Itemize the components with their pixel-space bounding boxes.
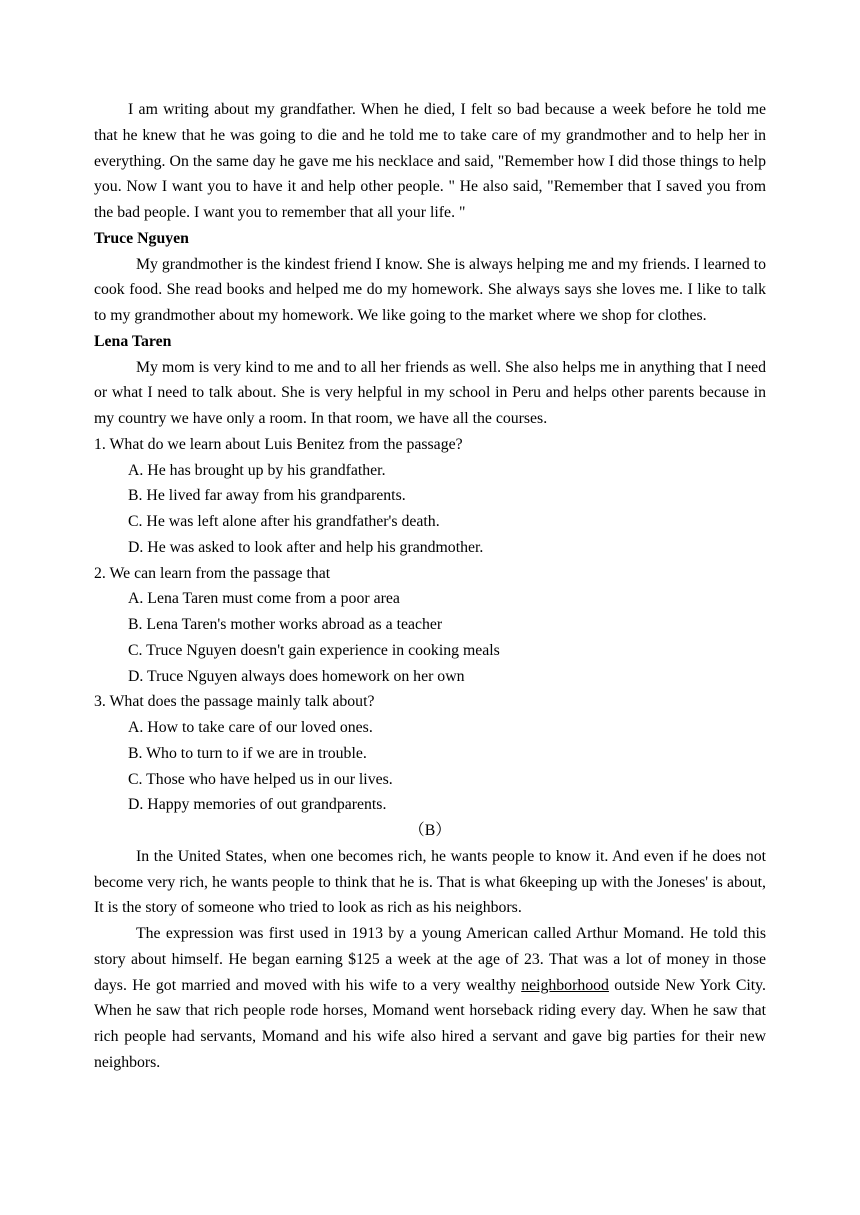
question-stem: 3. What does the passage mainly talk about? — [94, 693, 375, 711]
section-b-heading: （B） — [408, 822, 452, 839]
paragraph-text: The expression was first used in 1913 by a young American called Arthur Momand. He told this story about himself. He began earning $125 a week at the age of 23. That was a lot of money in those days. He got married and moved with his wife to a very wealthy — [94, 925, 766, 994]
lena-name-heading: Lena Taren — [94, 332, 172, 350]
underlined-word: neighborhood — [521, 976, 609, 994]
option-a: A. How to take care of our loved ones. — [128, 719, 373, 736]
passage-b-paragraph-2 — [94, 921, 766, 1076]
option-c: C. He was left alone after his grandfather's death. — [128, 513, 440, 530]
option-a: A. He has brought up by his grandfather. — [128, 461, 386, 479]
question-1 — [94, 432, 766, 561]
luis-paragraph: I am writing about my grandfather. When he died, I felt so bad because a week before he told me that he knew that he was going to die and he told me to take care of my grandmother and to help her in everything. On the same day he gave me his necklace and said, "Remember how I did those things to help you. Now I want you to have it and help other people. " He also said, "Remember that I saved you from the bad people. I want you to remember that all your life. " — [94, 101, 766, 221]
paragraph-text: outside New York City. When he saw that rich people rode horses, Momand went horseback riding every day. When he saw that rich people had servants, Momand and his wife also hired a servant and gave big parties for their new neighbors. — [94, 976, 766, 1071]
option-c: C. Truce Nguyen doesn't gain experience in cooking meals — [128, 641, 500, 659]
option-b: B. Who to turn to if we are in trouble. — [128, 744, 367, 762]
question-3 — [94, 689, 766, 818]
question-stem: 2. We can learn from the passage that — [94, 564, 331, 582]
lena-paragraph: My mom is very kind to me and to all her friends as well. She also helps me in anything that I need or what I need to talk about. She is very helpful in my school in Peru and helps other parents because in my country we have only a room. In that room, we have all the courses. — [94, 358, 766, 427]
document-page — [94, 97, 766, 1076]
question-2 — [94, 561, 766, 690]
truce-name-heading: Truce Nguyen — [94, 229, 189, 247]
passage-b-paragraph-1: In the United States, when one becomes rich, he wants people to know it. And even if he does not become very rich, he wants people to think that he is. That is what 6keeping up with the Joneses' is about, It is the story of someone who tried to look as rich as his neighbors. — [94, 847, 766, 917]
question-stem: 1. What do we learn about Luis Benitez from the passage? — [94, 435, 463, 453]
option-d: D. Happy memories of out grandparents. — [128, 796, 387, 814]
option-b: B. Lena Taren's mother works abroad as a teacher — [128, 616, 443, 633]
option-c: C. Those who have helped us in our lives. — [128, 770, 393, 788]
option-b: B. He lived far away from his grandparents. — [128, 487, 406, 505]
option-d: D. Truce Nguyen always does homework on her own — [128, 667, 465, 685]
option-d: D. He was asked to look after and help his grandmother. — [128, 538, 484, 556]
option-a: A. Lena Taren must come from a poor area — [128, 590, 400, 608]
truce-paragraph: My grandmother is the kindest friend I know. She is always helping me and my friends. I learned to cook food. She read books and helped me do my homework. She always says she loves me. I like to talk to my grandmother about my homework. We like going to the market where we shop for clothes. — [94, 255, 766, 324]
